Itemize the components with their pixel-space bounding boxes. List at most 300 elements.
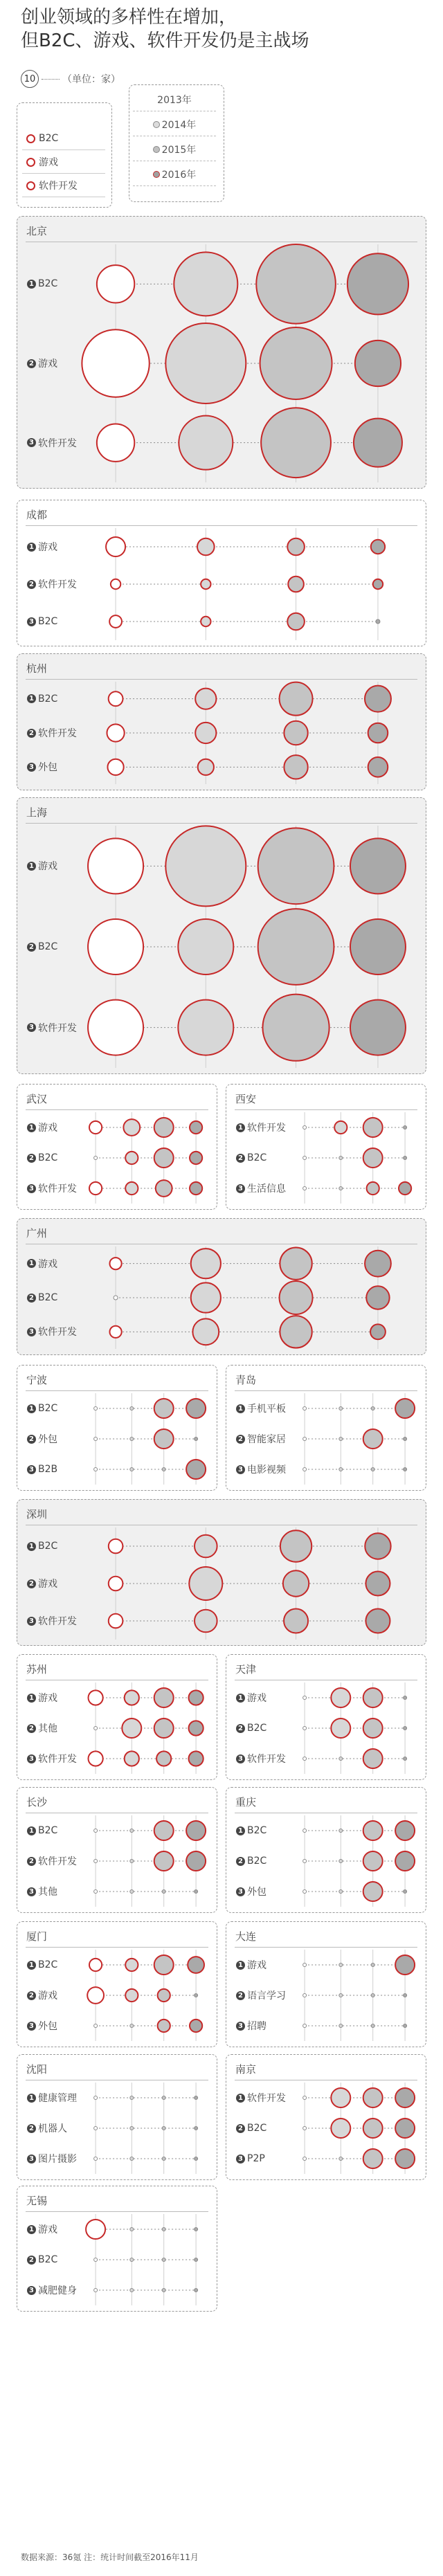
bubble-point <box>94 2096 98 2100</box>
bubble-point <box>186 1851 206 1871</box>
bubble-point <box>178 919 233 974</box>
series-name: 语言学习 <box>247 1990 286 2002</box>
bubble-point <box>260 327 332 399</box>
rank-number-icon: 3 <box>27 2155 36 2164</box>
bubble-point <box>258 909 334 985</box>
city-panel <box>17 653 426 790</box>
bubble-point <box>189 1567 222 1600</box>
city-panel <box>17 1365 217 1491</box>
series-name: 软件开发 <box>38 1022 77 1034</box>
red-ring-icon <box>26 181 35 190</box>
bubble-point <box>89 1959 102 1971</box>
bubble-point <box>190 1182 202 1195</box>
light-gray-dot-icon <box>153 121 160 128</box>
bubble-point <box>88 838 143 894</box>
bubble-point <box>284 1609 308 1633</box>
rank-number-icon: 3 <box>27 1327 36 1336</box>
bubble-point <box>130 2228 134 2231</box>
rank-number-icon: 1 <box>27 1123 36 1132</box>
bubble-point <box>130 2096 134 2100</box>
city-name: 无锡 <box>26 2195 48 2207</box>
bubble-point <box>287 613 305 631</box>
bubble-point <box>371 2024 374 2028</box>
bubble-point <box>303 1890 307 1894</box>
series-name: P2P <box>247 2153 265 2164</box>
rank-number-icon: 1 <box>236 1961 245 1970</box>
bubble-point <box>130 1437 134 1441</box>
city-panel <box>226 1084 426 1210</box>
bubble-point <box>368 723 388 743</box>
bubble-point <box>87 1987 104 2004</box>
bubble-point <box>303 2157 307 2161</box>
bubble-point <box>186 1460 206 1479</box>
city-name: 长沙 <box>26 1796 48 1808</box>
bubble-point <box>303 1187 307 1190</box>
city-name: 苏州 <box>26 1663 48 1676</box>
series-name: 软件开发 <box>247 1123 286 1134</box>
series-name: 游戏 <box>38 359 57 370</box>
bubble-plot <box>17 217 426 489</box>
bubble-point <box>195 1535 217 1558</box>
rank-number-icon: 2 <box>27 359 36 368</box>
bubble-point <box>404 1727 407 1730</box>
bubble-point <box>82 329 149 397</box>
series-name: B2C <box>38 278 58 290</box>
city-name: 杭州 <box>26 662 48 675</box>
city-panel <box>226 1921 426 2047</box>
bubble-point <box>94 1727 98 1730</box>
bubble-plot <box>226 1366 426 1491</box>
bubble-plot <box>17 1788 217 1913</box>
bubble-point <box>399 1182 411 1195</box>
dark-gray-dot-icon <box>153 171 160 178</box>
rank-number-icon: 1 <box>27 1694 36 1703</box>
bubble-point <box>303 2024 307 2028</box>
bubble-point <box>162 2127 165 2130</box>
bubble-point <box>371 1468 374 1471</box>
bubble-point <box>125 1989 138 2002</box>
bubble-point <box>303 1963 307 1967</box>
bubble-point <box>165 826 246 906</box>
city-panel <box>226 2054 426 2180</box>
bubble-point <box>94 1829 98 1833</box>
bubble-point <box>367 1182 379 1195</box>
series-name: B2C <box>38 2254 58 2265</box>
bubble-point <box>130 2024 134 2028</box>
bubble-point <box>109 1326 121 1338</box>
bubble-point <box>154 1399 174 1418</box>
bubble-point <box>280 1316 311 1348</box>
bubble-point <box>179 416 233 470</box>
bubble-point <box>365 1572 390 1596</box>
bubble-point <box>339 1994 343 1997</box>
city-name: 南京 <box>235 2063 257 2076</box>
bubble-point <box>371 1994 374 1997</box>
rank-number-icon: 2 <box>236 1154 245 1163</box>
bubble-point <box>404 1126 407 1130</box>
bubble-point <box>195 2096 198 2100</box>
rank-number-icon: 2 <box>236 2124 245 2133</box>
series-name: B2C <box>38 1403 58 1414</box>
bubble-point <box>97 265 134 302</box>
city-panel <box>17 1654 217 1780</box>
city-name: 重庆 <box>235 1796 257 1808</box>
bubble-point <box>280 1247 311 1279</box>
city-panel <box>17 1921 217 2047</box>
bubble-point <box>162 1890 165 1894</box>
bubble-point <box>130 2157 134 2161</box>
bubble-point <box>395 2119 415 2138</box>
bubble-point <box>109 1577 123 1591</box>
bubble-point <box>195 1890 198 1894</box>
bubble-point <box>94 1437 98 1441</box>
bubble-plot <box>226 1655 426 1780</box>
bubble-point <box>190 1121 202 1134</box>
bubble-point <box>376 619 380 624</box>
rank-number-icon: 3 <box>236 2022 245 2031</box>
bubble-point <box>370 1324 386 1339</box>
legend-year-2016: 2016年 <box>133 163 216 186</box>
bubble-point <box>363 1118 383 1137</box>
bubble-point <box>331 2119 350 2138</box>
bubble-point <box>363 2119 383 2138</box>
bubble-plot <box>17 1366 217 1491</box>
bubble-point <box>111 579 120 589</box>
series-name: 软件开发 <box>38 1754 77 1765</box>
bubble-point <box>303 1727 307 1730</box>
bubble-point <box>303 1696 307 1700</box>
series-name: 软件开发 <box>38 728 77 739</box>
series-name: 招聘 <box>247 2021 266 2032</box>
rank-number-icon: 2 <box>27 2124 36 2133</box>
bubble-point <box>303 1407 307 1411</box>
bubble-point <box>404 1696 407 1700</box>
bubble-point <box>371 1407 374 1411</box>
bubble-point <box>363 1882 383 1901</box>
bubble-point <box>339 1963 343 1967</box>
bubble-point <box>363 1429 383 1449</box>
bubble-point <box>363 1688 383 1707</box>
bubble-point <box>404 2024 407 2028</box>
series-name: B2C <box>247 1856 267 1867</box>
series-name: B2C <box>38 616 58 627</box>
city-panel <box>17 1218 426 1355</box>
bubble-point <box>178 1000 233 1055</box>
rank-number-icon: 2 <box>236 1435 245 1444</box>
series-name: B2C <box>247 1825 267 1836</box>
bubble-plot <box>226 1788 426 1913</box>
bubble-point <box>261 408 331 478</box>
rank-number-icon: 2 <box>27 729 36 738</box>
bubble-point <box>395 2088 415 2107</box>
bubble-point <box>262 995 329 1061</box>
rank-number-icon: 3 <box>27 2286 36 2295</box>
series-name: 软件开发 <box>247 1754 286 1765</box>
red-ring-icon <box>26 158 35 167</box>
bubble-point <box>201 617 210 626</box>
rank-number-icon: 1 <box>236 1694 245 1703</box>
bubble-point <box>94 2127 98 2130</box>
legend-category-game: 游戏 <box>22 151 105 174</box>
bubble-point <box>284 721 307 745</box>
series-name: 图片摄影 <box>38 2154 77 2165</box>
bubble-plot <box>17 500 426 646</box>
rank-number-icon: 1 <box>27 1542 36 1551</box>
rank-number-icon: 3 <box>236 1754 245 1763</box>
city-name: 北京 <box>26 225 48 237</box>
series-name: 游戏 <box>38 1258 57 1270</box>
series-name: 软件开发 <box>38 1183 77 1195</box>
bubble-plot <box>226 1922 426 2047</box>
bubble-point <box>97 424 134 461</box>
series-name: 软件开发 <box>38 1856 77 1867</box>
bubble-point <box>189 1690 204 1705</box>
bubble-point <box>256 244 336 324</box>
bubble-point <box>125 1959 138 1971</box>
bubble-point <box>363 1148 383 1168</box>
bubble-point <box>365 1609 390 1633</box>
city-name: 武汉 <box>26 1093 48 1105</box>
bubble-point <box>130 2289 134 2292</box>
bubble-point <box>347 253 408 314</box>
bubble-point <box>288 577 304 592</box>
series-name: 外包 <box>247 1887 266 1898</box>
series-name: 手机平板 <box>247 1404 286 1415</box>
bubble-point <box>195 1994 198 1997</box>
bubble-point <box>195 2289 198 2292</box>
bubble-point <box>158 1989 170 2002</box>
series-name: 健康管理 <box>38 2093 77 2104</box>
series-name: B2C <box>247 1152 267 1163</box>
bubble-point <box>363 1821 383 1840</box>
bubble-point <box>125 1751 139 1766</box>
bubble-point <box>195 2228 198 2231</box>
rank-number-icon: 2 <box>27 1991 36 2000</box>
bubble-point <box>122 1718 141 1738</box>
bubble-point <box>94 2157 98 2161</box>
bubble-point <box>404 1437 407 1441</box>
bubble-point <box>283 1570 309 1596</box>
city-name: 青岛 <box>235 1374 257 1386</box>
series-name: 游戏 <box>247 1693 266 1704</box>
series-name: 外包 <box>38 2021 57 2032</box>
city-panel <box>17 2054 217 2180</box>
bubble-point <box>174 252 237 316</box>
rank-number-icon: 2 <box>27 1154 36 1163</box>
bubble-point <box>303 2127 307 2130</box>
rank-number-icon: 2 <box>27 1435 36 1444</box>
bubble-point <box>339 1890 343 1894</box>
bubble-point <box>365 1533 390 1559</box>
bubble-point <box>355 341 401 386</box>
rank-number-icon: 3 <box>27 1465 36 1474</box>
rank-number-icon: 2 <box>236 1991 245 2000</box>
series-name: 软件开发 <box>38 1616 77 1627</box>
city-name: 西安 <box>235 1093 257 1105</box>
series-name: B2B <box>38 1464 58 1475</box>
bubble-point <box>130 2127 134 2130</box>
rank-number-icon: 3 <box>27 2022 36 2031</box>
bubble-point <box>365 1251 391 1277</box>
bubble-point <box>130 2258 134 2262</box>
city-panel <box>17 1084 217 1210</box>
red-ring-icon <box>26 134 35 143</box>
rank-number-icon: 3 <box>236 1465 245 1474</box>
bubble-plot <box>17 2055 217 2180</box>
bubble-point <box>109 1539 123 1554</box>
bubble-point <box>280 1281 313 1314</box>
rank-number-icon: 1 <box>27 543 36 552</box>
bubble-point <box>334 1121 347 1134</box>
rank-number-icon: 3 <box>27 1023 36 1032</box>
bubble-point <box>395 1851 415 1871</box>
bubble-point <box>363 2088 383 2107</box>
bubble-point <box>339 2024 343 2028</box>
city-panel <box>17 1499 426 1646</box>
bubble-point <box>363 1851 383 1871</box>
bubble-plot <box>17 2186 217 2312</box>
bubble-point <box>94 1890 98 1894</box>
bubble-point <box>339 1437 343 1441</box>
bubble-point <box>156 1751 171 1766</box>
city-name: 深圳 <box>26 1508 48 1521</box>
bubble-point <box>162 2289 165 2292</box>
bubble-point <box>154 1429 174 1449</box>
rank-number-icon: 3 <box>27 763 36 772</box>
bubble-point <box>186 1399 206 1418</box>
bubble-point <box>154 1851 174 1871</box>
series-name: 游戏 <box>38 542 57 553</box>
rank-number-icon: 2 <box>27 1579 36 1588</box>
bubble-point <box>165 323 246 403</box>
bubble-point <box>94 1468 98 1471</box>
series-name: 软件开发 <box>247 2093 286 2104</box>
rank-number-icon: 3 <box>236 1184 245 1193</box>
series-name: B2C <box>38 1152 58 1163</box>
bubble-point <box>395 2149 415 2168</box>
rank-number-icon: 1 <box>27 694 36 703</box>
bubble-point <box>280 1530 311 1561</box>
bubble-point <box>109 691 123 706</box>
bubble-point <box>363 1718 383 1738</box>
bubble-point <box>404 1994 407 1997</box>
city-name: 上海 <box>26 806 48 819</box>
bubble-plot <box>17 1655 217 1780</box>
bubble-point <box>331 1718 350 1738</box>
series-name: B2C <box>38 1825 58 1836</box>
bubble-point <box>280 682 313 716</box>
bubble-point <box>89 1690 103 1705</box>
city-panel <box>226 1787 426 1913</box>
bubble-point <box>287 538 305 556</box>
series-name: B2C <box>38 1292 58 1303</box>
unit-dotted-line <box>42 79 60 80</box>
bubble-point <box>404 1890 407 1894</box>
city-name: 广州 <box>26 1227 48 1240</box>
bubble-point <box>350 838 406 894</box>
series-name: 游戏 <box>38 2224 57 2235</box>
bubble-point <box>331 2088 350 2107</box>
bubble-point <box>339 2157 343 2161</box>
series-name: 游戏 <box>38 1123 57 1134</box>
bubble-point <box>192 1318 219 1345</box>
bubble-point <box>189 1721 204 1735</box>
bubble-point <box>339 1407 343 1411</box>
bubble-point <box>350 1000 406 1055</box>
bubble-point <box>130 1860 134 1863</box>
rank-number-icon: 1 <box>27 1259 36 1268</box>
bubble-point <box>339 1860 343 1863</box>
rank-number-icon: 2 <box>27 1724 36 1733</box>
series-name: B2C <box>247 1723 267 1734</box>
bubble-point <box>125 1690 139 1705</box>
city-panel <box>17 216 426 489</box>
bubble-point <box>94 1860 98 1863</box>
bubble-point <box>404 1757 407 1761</box>
bubble-point <box>303 1860 307 1863</box>
bubble-point <box>303 1126 307 1130</box>
legend-category-software: 软件开发 <box>22 174 105 197</box>
bubble-point <box>190 1152 202 1164</box>
rank-number-icon: 1 <box>236 1826 245 1835</box>
unit-label: （单位：家） <box>62 74 120 85</box>
bubble-point <box>94 1407 98 1411</box>
rank-number-icon: 2 <box>236 1857 245 1866</box>
bubble-point <box>162 1468 165 1471</box>
bubble-point <box>350 919 406 974</box>
bubble-point <box>154 1955 174 1975</box>
legend-year-2013: 2013年 <box>133 89 216 111</box>
legend-category-b2c: B2C <box>22 127 105 150</box>
rank-number-icon: 2 <box>27 580 36 589</box>
bubble-point <box>94 2024 98 2028</box>
bubble-point <box>368 757 388 777</box>
bubble-point <box>191 1249 221 1278</box>
bubble-point <box>339 1157 343 1160</box>
series-name: 游戏 <box>38 1579 57 1590</box>
bubble-point <box>303 1829 307 1833</box>
series-name: 软件开发 <box>38 1327 77 1339</box>
city-panel <box>17 797 426 1074</box>
series-name: 机器人 <box>38 2123 67 2134</box>
bubble-point <box>395 1821 415 1840</box>
bubble-point <box>86 2220 105 2239</box>
bubble-point <box>154 1118 174 1137</box>
bubble-point <box>158 2020 170 2032</box>
bubble-point <box>156 1180 172 1197</box>
series-name: 减肥健身 <box>38 2285 77 2296</box>
city-name: 成都 <box>26 509 48 521</box>
city-name: 大连 <box>235 1930 257 1943</box>
series-name: 游戏 <box>38 861 57 873</box>
bubble-point <box>303 2096 307 2100</box>
bubble-point <box>130 1890 134 1894</box>
bubble-point <box>162 2258 165 2262</box>
bubble-point <box>195 1610 217 1633</box>
series-name: 电影视频 <box>247 1464 286 1476</box>
bubble-plot <box>17 1219 426 1355</box>
rank-number-icon: 2 <box>27 1294 36 1303</box>
bubble-point <box>195 2157 198 2161</box>
bubble-point <box>154 1821 174 1840</box>
rank-number-icon: 3 <box>27 438 36 447</box>
series-name: B2C <box>38 1541 58 1552</box>
series-name: 游戏 <box>38 1693 57 1704</box>
unit-circle: 10 <box>21 70 39 88</box>
series-name: 外包 <box>38 762 57 774</box>
bubble-point <box>88 1000 143 1055</box>
bubble-point <box>114 1296 118 1300</box>
